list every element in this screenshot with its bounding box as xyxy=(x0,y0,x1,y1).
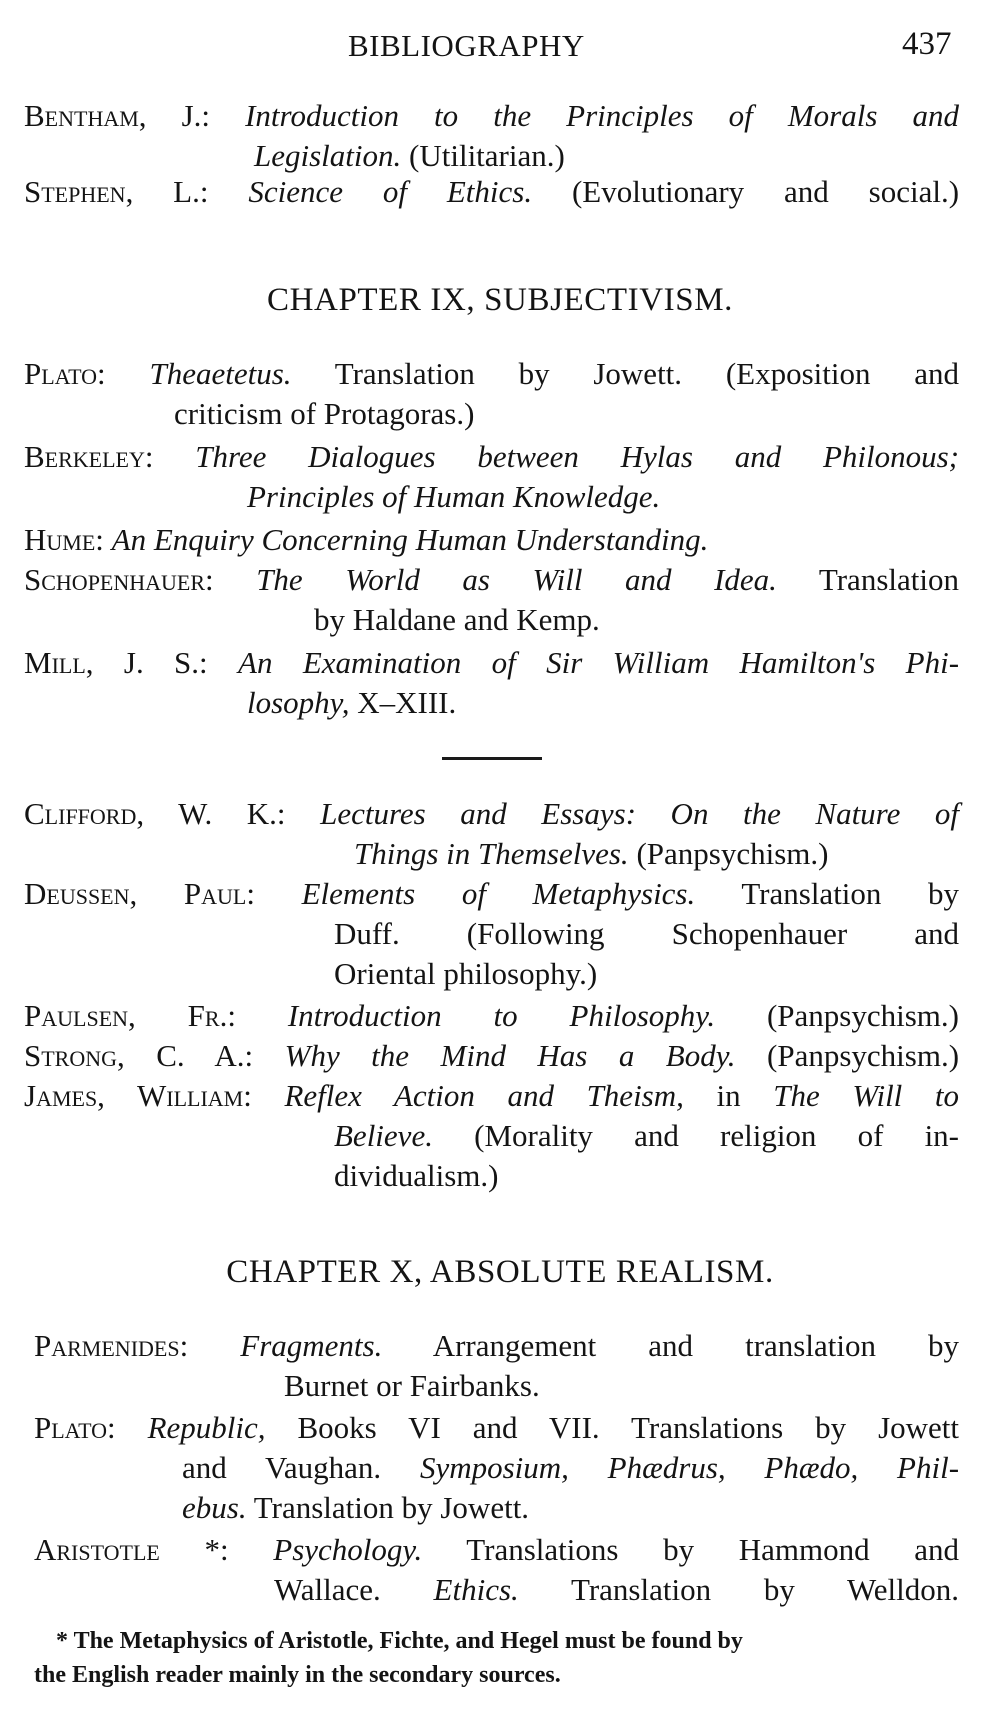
bib-entry-stephen xyxy=(24,172,959,212)
entry-title-cont: Principles of Human Knowledge. xyxy=(247,479,661,514)
entry-title: Psychology. xyxy=(273,1532,423,1567)
entry-author: Aristotle *: xyxy=(34,1532,229,1567)
bib-entry-schopenhauer xyxy=(24,560,959,640)
bib-entry-clifford xyxy=(24,794,959,874)
entry-note: Books VI and VII. Translations by Jowett xyxy=(297,1410,960,1445)
entry-note: Translation by Jowett. (Exposition and xyxy=(334,356,960,391)
bib-entry-plato-theaetetus xyxy=(24,354,959,434)
entry-title: Introduction to Philosophy. xyxy=(287,998,716,1033)
entry-title-2: Ethics. xyxy=(433,1572,519,1607)
entry-author: Deussen, Paul: xyxy=(24,876,255,911)
entry-author: Paulsen, Fr.: xyxy=(24,998,236,1033)
footnote-line: * The Metaphysics of Aristotle, Fichte, and Hegel must be found by xyxy=(56,1628,743,1654)
bib-entry-plato-republic xyxy=(34,1408,959,1528)
entry-title: Elements of Metaphysics. xyxy=(301,876,696,911)
entry-title: Republic, xyxy=(147,1410,266,1445)
entry-author: Berkeley: xyxy=(24,439,154,474)
bib-entry-parmenides xyxy=(34,1326,959,1406)
entry-note-cont: Oriental philosophy.) xyxy=(334,956,598,991)
entry-author: Plato: xyxy=(24,356,106,391)
entry-note-cont: Translation by Welldon. xyxy=(570,1572,960,1607)
entry-title-cont: Legislation. xyxy=(254,138,402,173)
entry-title-2: The Will to xyxy=(773,1078,960,1113)
bib-entry-mill xyxy=(24,643,959,723)
entry-note: Translation by xyxy=(741,876,960,911)
entry-author: Parmenides: xyxy=(34,1328,189,1363)
running-head: BIBLIOGRAPHY xyxy=(348,28,585,63)
entry-title-cont: losophy, xyxy=(247,685,350,720)
entry-author: Plato: xyxy=(34,1410,116,1445)
entry-title: An Examination of Sir William Hamilton's Phi- xyxy=(238,645,960,680)
bib-entry-berkeley xyxy=(24,437,959,517)
bib-entry-strong xyxy=(24,1036,959,1076)
entry-title: Lectures and Essays: On the Nature of xyxy=(320,796,960,831)
entry-note: Arrangement and translation by xyxy=(432,1328,960,1363)
bib-entry-aristotle xyxy=(34,1530,959,1610)
entry-author: Strong, C. A.: xyxy=(24,1038,254,1073)
entry-title-cont: Things in Themselves. xyxy=(354,836,629,871)
entry-note: Translation xyxy=(818,562,959,597)
chapter-heading-ix: CHAPTER IX, SUBJECTIVISM. xyxy=(266,282,734,318)
entry-author: Schopenhauer: xyxy=(24,562,214,597)
entry-title: Three Dialogues between Hylas and Philonous; xyxy=(195,439,959,474)
bib-entry-paulsen xyxy=(24,996,959,1036)
entry-text: in xyxy=(716,1078,741,1113)
entry-author: Bentham, J.: xyxy=(24,98,211,133)
footnote-line: the English reader mainly in the secondary sources. xyxy=(34,1662,561,1688)
chapter-heading-x: CHAPTER X, ABSOLUTE REALISM. xyxy=(226,1254,774,1290)
bib-entry-james xyxy=(24,1076,959,1196)
entry-note: Translations by Hammond and xyxy=(466,1532,959,1567)
entry-note: (Panpsychism.) xyxy=(767,1038,960,1073)
entry-titles: Symposium, Phædrus, Phædo, Phil- xyxy=(419,1450,960,1485)
entry-author: Hume: xyxy=(24,522,104,557)
entry-note-cont: Burnet or Fairbanks. xyxy=(284,1368,540,1403)
entry-author: Mill, J. S.: xyxy=(24,645,208,680)
entry-title: Theaetetus. xyxy=(149,356,292,391)
entry-author: Clifford, W. K.: xyxy=(24,796,286,831)
entry-note: (Evolutionary and social.) xyxy=(571,174,960,209)
entry-note-cont: by Haldane and Kemp. xyxy=(314,602,600,637)
entry-title: An Enquiry Concerning Human Understanding. xyxy=(111,522,709,557)
entry-note: (Panpsychism.) xyxy=(636,836,829,871)
entry-note-cont: Translation by Jowett. xyxy=(253,1490,530,1525)
entry-author: Stephen, L.: xyxy=(24,174,209,209)
bib-entry-bentham xyxy=(24,96,959,176)
entry-author: James, William: xyxy=(24,1078,252,1113)
bib-entry-deussen xyxy=(24,874,959,994)
entry-title-2-cont: Believe. xyxy=(334,1118,433,1153)
entry-note-cont: Wallace. xyxy=(274,1572,381,1607)
entry-title: Fragments. xyxy=(240,1328,383,1363)
entry-title: Introduction to the Principles of Morals and xyxy=(245,98,959,133)
entry-note: (Utilitarian.) xyxy=(409,138,565,173)
section-divider xyxy=(442,757,542,760)
page-header xyxy=(0,22,1000,70)
entry-note: (Morality and religion of in- xyxy=(474,1118,960,1153)
entry-note-cont: Duff. (Following Schopenhauer and xyxy=(334,916,959,951)
entry-note: (Panpsychism.) xyxy=(766,998,959,1033)
entry-note-cont: and Vaughan. xyxy=(182,1450,382,1485)
entry-note: X–XIII. xyxy=(357,685,457,720)
entry-note-cont: criticism of Protagoras.) xyxy=(174,396,475,431)
entry-titles-cont: ebus. xyxy=(182,1490,247,1525)
entry-note-cont: dividualism.) xyxy=(334,1158,499,1193)
entry-title: Why the Mind Has a Body. xyxy=(284,1038,736,1073)
entry-title: The World as Will and Idea. xyxy=(256,562,777,597)
page-number: 437 xyxy=(902,26,952,62)
entry-title: Science of Ethics. xyxy=(248,174,533,209)
entry-title: Reflex Action and Theism, xyxy=(284,1078,684,1113)
bib-entry-hume xyxy=(24,520,959,560)
footnote xyxy=(34,1624,962,1692)
